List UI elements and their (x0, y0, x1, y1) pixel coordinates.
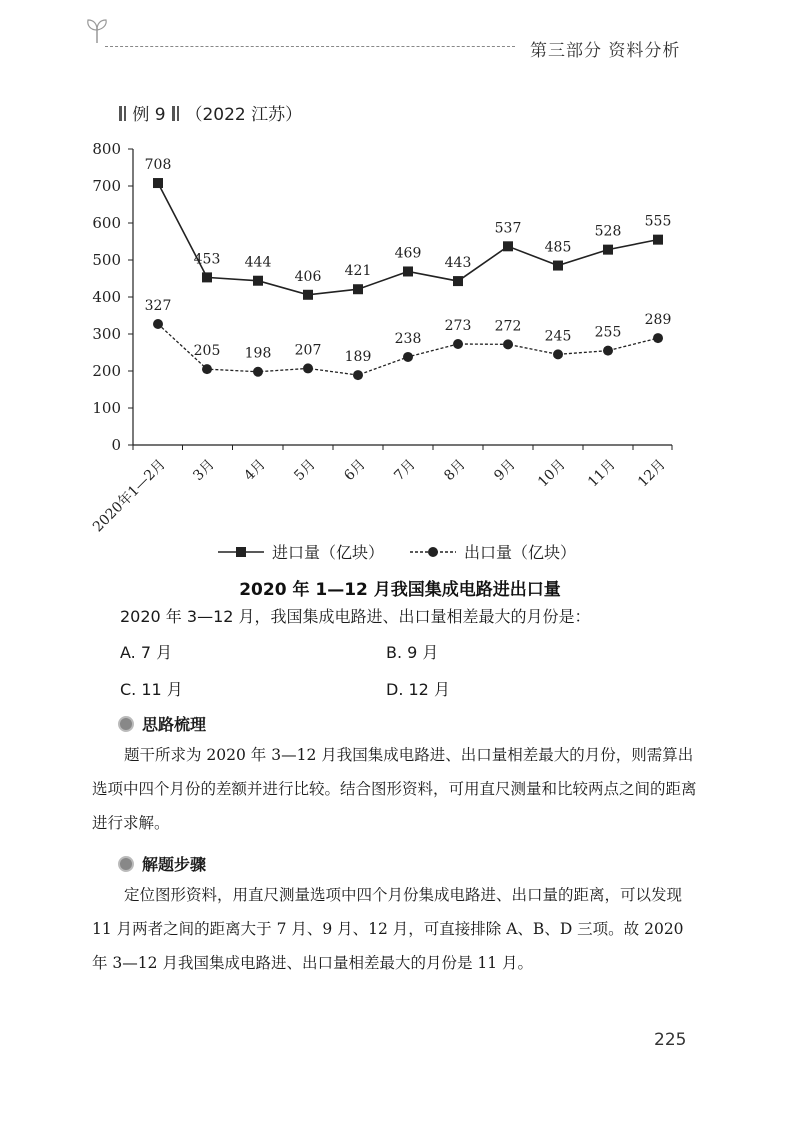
x-tick-label: 9月 (491, 456, 519, 485)
export-point (303, 363, 313, 373)
import-data-label: 555 (644, 213, 672, 230)
bracket-right (172, 106, 175, 121)
solution-icon (118, 856, 134, 872)
x-tick-label: 8月 (441, 456, 469, 485)
solution-paragraph: 定位图形资料，用直尺测量选项中四个月份集成电路进、出口量的距离，可以发现 11 月两者之间的距离大于 7 月、9 月、12 月，可直接排除 A、B、D 三项。故 2020 年 3—12 月我国集成电路进、出口量相差最大的月份是 11 月。 (92, 886, 684, 972)
bracket-left (119, 106, 122, 121)
question-stem: 2020 年 3—12 月，我国集成电路进、出口量相差最大的月份是： (120, 607, 591, 626)
import-data-label: 453 (193, 251, 221, 268)
import-data-label: 444 (244, 254, 272, 271)
x-tick-label: 3月 (190, 456, 218, 485)
export-data-label: 272 (494, 318, 522, 335)
x-tick-label: 11月 (585, 456, 619, 491)
import-point (202, 272, 212, 282)
import-data-label: 443 (444, 255, 472, 272)
option-c[interactable]: C. 11 月 (120, 680, 183, 699)
import-point (403, 266, 413, 276)
option-b[interactable]: B. 9 月 (386, 643, 439, 662)
import-data-label: 708 (144, 157, 172, 174)
chart-title: 2020 年 1—12 月我国集成电路进出口量 (239, 580, 561, 600)
export-point (253, 367, 263, 377)
import-point (253, 276, 263, 286)
analysis-paragraph: 题干所求为 2020 年 3—12 月我国集成电路进、出口量相差最大的月份，则需算出选项中四个月份的差额并进行比较。结合图形资料，可用直尺测量和比较两点之间的距离进行求解。 (92, 746, 697, 832)
import-point (503, 241, 513, 251)
bracket-left-2 (124, 106, 126, 121)
import-data-label: 485 (544, 239, 572, 256)
y-tick-label: 0 (111, 436, 121, 454)
leaf-icon (86, 18, 108, 44)
y-tick-label: 500 (92, 251, 121, 269)
export-data-label: 207 (294, 342, 322, 359)
y-tick-label: 400 (92, 288, 121, 306)
y-tick-label: 200 (92, 362, 121, 380)
export-point (503, 339, 513, 349)
import-point (153, 178, 163, 188)
x-tick-label: 10月 (535, 456, 569, 491)
y-tick-label: 100 (92, 399, 121, 417)
legend-import-marker (218, 546, 264, 558)
solution-heading (118, 852, 206, 875)
import-point (653, 235, 663, 245)
export-point (153, 319, 163, 329)
bracket-right-2 (177, 106, 179, 121)
export-data-label: 327 (144, 298, 172, 315)
legend-export-marker (410, 546, 456, 558)
line-chart (0, 130, 800, 540)
import-point (553, 261, 563, 271)
export-point (403, 352, 413, 362)
example-number: 例 9 (132, 105, 166, 125)
example-source: （2022 江苏） (185, 105, 303, 125)
export-point (353, 370, 363, 380)
y-tick-label: 700 (92, 177, 121, 195)
x-tick-label: 6月 (341, 456, 369, 485)
export-data-label: 238 (394, 330, 422, 347)
chart-legend (218, 540, 576, 563)
import-data-label: 469 (394, 245, 422, 262)
export-data-label: 255 (594, 324, 622, 341)
x-tick-label: 7月 (391, 456, 419, 485)
export-data-label: 245 (544, 328, 572, 345)
export-point (453, 339, 463, 349)
import-point (303, 290, 313, 300)
import-point (453, 276, 463, 286)
header-section-title: 第三部分 资料分析 (530, 41, 681, 61)
export-data-label: 189 (344, 349, 372, 366)
export-point (603, 346, 613, 356)
export-point (553, 349, 563, 359)
y-tick-label: 800 (92, 140, 121, 158)
import-data-label: 406 (294, 268, 322, 285)
legend-import-label: 进口量（亿块） (272, 543, 385, 562)
export-point (202, 364, 212, 374)
solution-heading-text: 解题步骤 (142, 855, 207, 874)
legend-export-label: 出口量（亿块） (464, 543, 577, 562)
export-data-label: 198 (244, 345, 272, 362)
x-tick-label: 4月 (241, 456, 269, 485)
y-tick-label: 300 (92, 325, 121, 343)
export-point (653, 333, 663, 343)
x-tick-label: 5月 (291, 456, 319, 485)
example-label (118, 100, 302, 125)
analysis-icon (118, 716, 134, 732)
option-d[interactable]: D. 12 月 (386, 680, 450, 699)
import-data-label: 528 (594, 223, 622, 240)
x-tick-label: 12月 (635, 456, 669, 491)
export-data-label: 205 (193, 343, 221, 360)
import-data-label: 537 (494, 220, 522, 237)
import-series-line (158, 183, 658, 295)
export-data-label: 289 (644, 312, 672, 329)
export-data-label: 273 (444, 317, 472, 334)
option-a[interactable]: A. 7 月 (120, 643, 173, 662)
x-tick-label: 2020年1—2月 (90, 456, 169, 536)
header-rule (105, 46, 515, 47)
page-number: 225 (654, 1030, 687, 1050)
analysis-heading (118, 712, 206, 735)
import-point (603, 245, 613, 255)
analysis-heading-text: 思路梳理 (142, 715, 207, 734)
y-tick-label: 600 (92, 214, 121, 232)
import-point (353, 284, 363, 294)
import-data-label: 421 (344, 263, 372, 280)
